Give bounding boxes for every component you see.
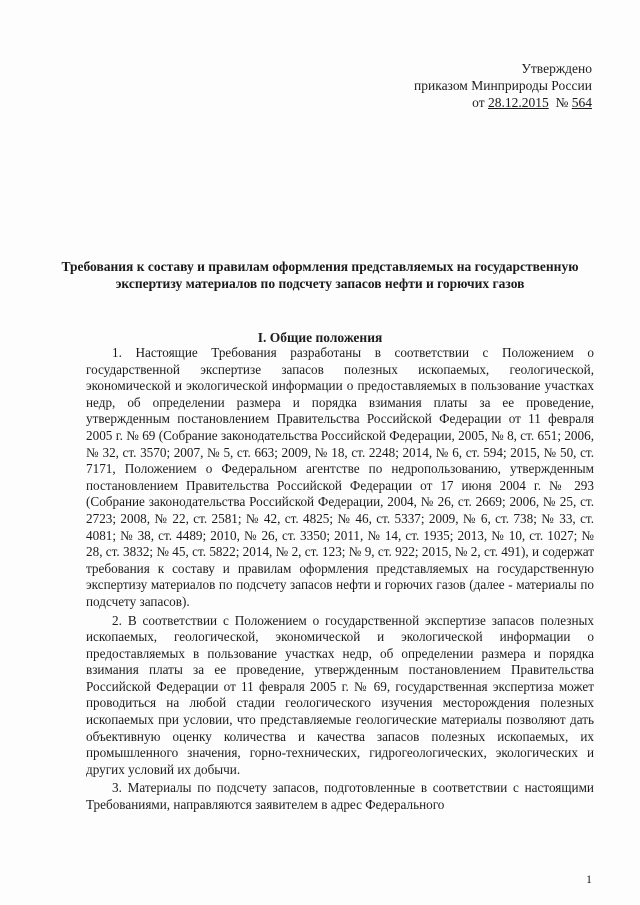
paragraph-2: 2. В соответствии с Положением о государственной экспертизе запасов полезных ископаемых, геологической, экономической и экологической информации о предоставляемых в пользование участках недр, об определении размера и порядка взимания платы за ее проведение, утвержденным постановлением Правительства Российской Федерации от 11 февраля 2005 г. № 69, государственная экспертиза может проводиться на любой стадии геологического изучения месторождения полезных ископаемых при условии, что представляемые геологические материалы позволяют дать объективную оценку количества и качества запасов полезных ископаемых, их промышленного значения, горно-технических, гидрогеологических, экологических и других условий их добычи. [86, 612, 594, 777]
approval-from-label: от [472, 95, 485, 110]
section-heading: I. Общие положения [257, 330, 383, 345]
paragraph-1: 1. Настоящие Требования разработаны в соответствии с Положением о государственной экспертизе запасов полезных ископаемых, геологической, экономической и экологической информации о предоставляемых в пользование участках недр, об определении размера и порядка взимания платы за ее проведение, утвержденным постановлением Правительства Российской Федерации от 11 февраля 2005 г. № 69 (Собрание законодательства Российской Федерации, 2005, № 8, ст. 651; 2006, № 32, ст. 3570; 2007, № 5, ст. 663; 2009, № 18, ст. 2248; 2014, № 6, ст. 594; 2015, № 50, ст. 7171, Положением о Федеральном агентстве по недропользованию, утвержденным постановлением Правительства Российской Федерации от 17 июня 2004 г. № 293 (Собрание законодательства Российской Федерации, 2004, № 26, ст. 2669; 2006, № 25, ст. 2723; 2008, № 22, ст. 2581; № 42, ст. 4825; № 46, ст. 5337; 2009, № 6, ст. 738; № 33, ст. 4081; № 38, ст. 4489; 2010, № 26, ст. 3350; 2011, № 14, ст. 1935; 2013, № 10, ст. 1027; № 28, ст. 3832; № 45, ст. 5822; 2014, № 2, ст. 123; № 9, ст. 922; 2015, № 2, ст. 491), и содержат требования к составу и правилам оформления представляемых на государственную экспертизу материалов по подсчету запасов нефти и горючих газов (далее - материалы по подсчету запасов). [86, 345, 594, 609]
paragraph-3: 3. Материалы по подсчету запасов, подготовленные в соответствии с настоящими Требованиями, направляются заявителем в адрес Федерального [86, 780, 594, 813]
approval-date: 28.12.2015 [487, 95, 549, 110]
approval-number-label: № [555, 95, 569, 110]
approval-number: 564 [571, 95, 592, 110]
approval-line-2: приказом Минприроды России [414, 78, 592, 93]
approval-line-1: Утверждено [521, 61, 592, 76]
document-body [86, 345, 594, 816]
approval-order-line [414, 94, 592, 111]
document-title: Требования к составу и правилам оформления представляемых на государственную экспертизу материалов по подсчету запасов нефти и горючих газов [61, 259, 579, 291]
approval-stamp [414, 60, 592, 111]
page-number: 1 [586, 872, 592, 886]
